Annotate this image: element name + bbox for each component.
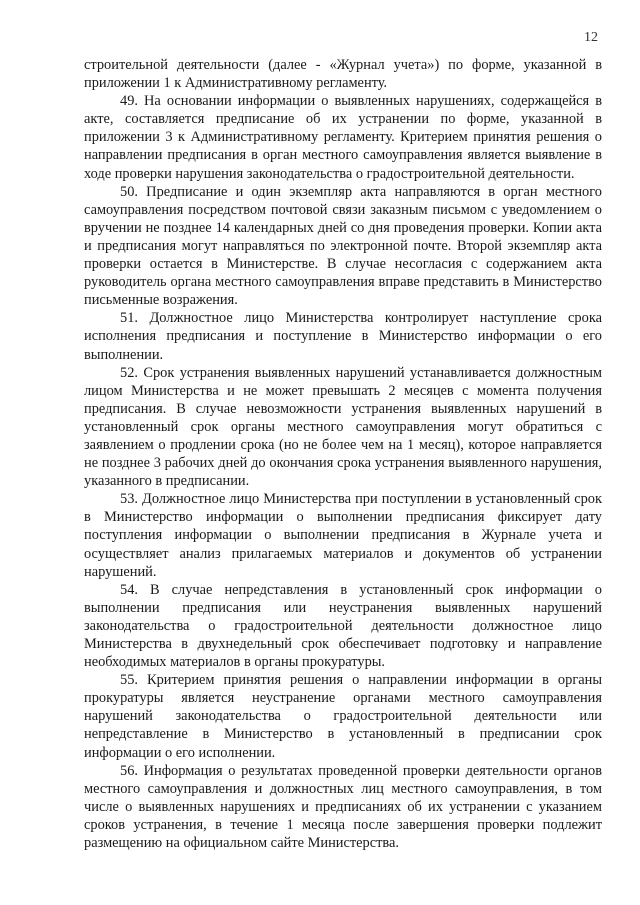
page-number: 12 [584, 30, 598, 45]
body-text [84, 56, 602, 852]
paragraph-52: 52. Срок устранения выявленных нарушений устанавливается должностным лицом Министерства и не может превышать 2 месяцев с момента получения предписания. В случае невозможности устранения выявленных нарушений в установленный срок органы местного самоуправления могут обратиться с заявлением о продлении срока (но не более чем на 1 месяц), которое направляется не позднее 3 рабочих дней до окончания срока устранения выявленного нарушения, указанного в предписании. [84, 364, 602, 490]
paragraph-continuation: строительной деятельности (далее - «Журнал учета») по форме, указанной в приложении 1 к Административному регламенту. [84, 57, 602, 92]
paragraph-56: 56. Информация о результатах проведенной проверки деятельности органов местного самоуправления и должностных лиц местного самоуправления, в том числе о выявленных нарушениях и предписаниях об их устранении с указанием сроков устранения, в течение 1 месяца после завершения проверки подлежит размещению на официальном сайте Министерства. [84, 762, 602, 852]
paragraph-50: 50. Предписание и один экземпляр акта направляются в орган местного самоуправления посредством почтовой связи заказным письмом с уведомлением о вручении не позднее 14 календарных дней со дня проведения проверки. Копии акта и предписания могут направляться по электронной почте. Второй экземпляр акта проверки остается в Министерстве. В случае несогласия с содержанием акта руководитель органа местного самоуправления вправе представить в Министерство письменные возражения. [84, 183, 602, 309]
paragraph-55: 55. Критерием принятия решения о направлении информации в органы прокуратуры является неустранение органами местного самоуправления нарушений законодательства о градостроительной деятельности или непредставление в Министерство в установленный в предписании срок информации о его исполнении. [84, 672, 602, 761]
paragraph-53: 53. Должностное лицо Министерства при поступлении в установленный срок в Министерство информации о выполнении предписания фиксирует дату поступления информации о выполнении предписания в Журнале учета и осуществляет анализ прилагаемых материалов и документов об устранении нарушений. [84, 491, 602, 580]
paragraph-51: 51. Должностное лицо Министерства контролирует наступление срока исполнения предписания и поступление в Министерство информации о его выполнении. [84, 310, 602, 363]
paragraph-49: 49. На основании информации о выявленных нарушениях, содержащейся в акте, составляется предписание об их устранении по форме, указанной в приложении 3 к Административному регламенту. Критерием принятия решения о направлении предписания в орган местного самоуправления является выявление в ходе проверки нарушения законодательства о градостроительной деятельности. [84, 93, 602, 182]
paragraph-54: 54. В случае непредставления в установленный срок информации о выполнении предписания или неустранения выявленных нарушений законодательства о градостроительной деятельности должностное лицо Министерства в двухнедельный срок обеспечивает подготовку и направление необходимых материалов в органы прокуратуры. [84, 581, 602, 671]
